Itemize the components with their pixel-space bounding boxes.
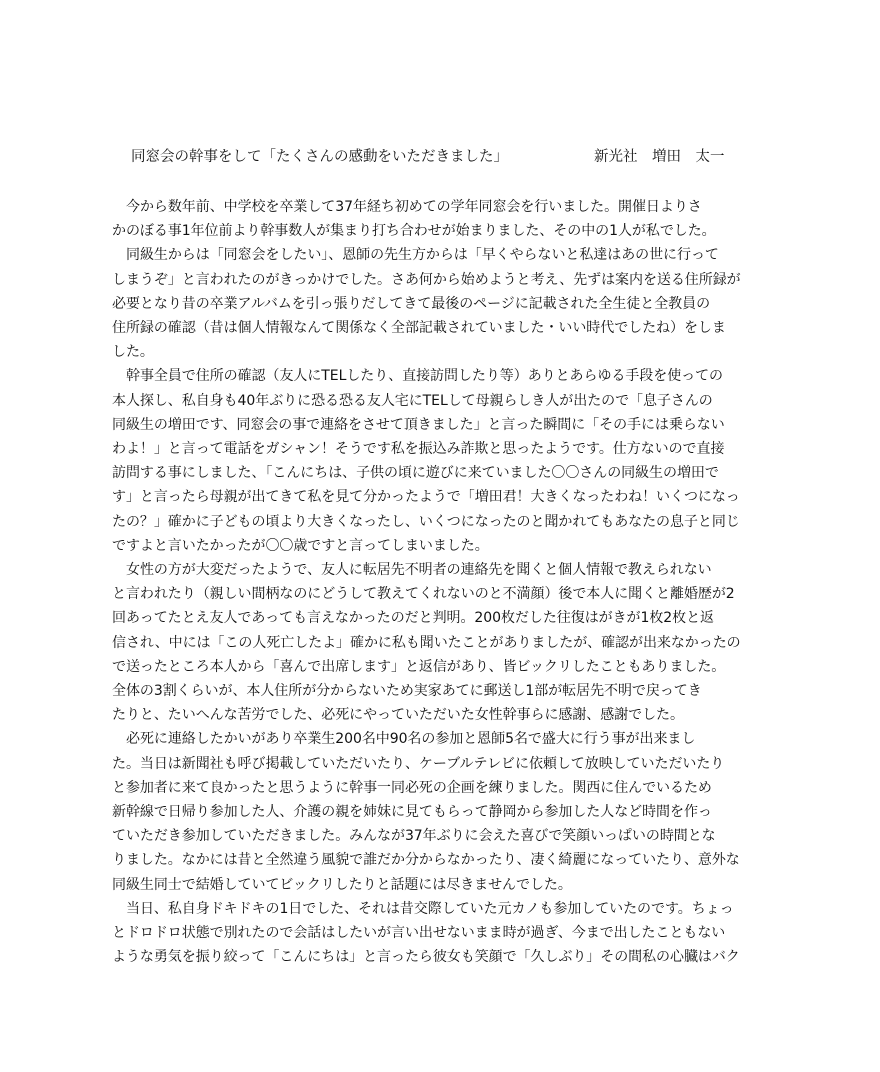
text-line: 新幹線で日帰り参加した人、介護の親を姉妹に見てもらって静岡から参加した人など時間を作っ	[112, 804, 712, 821]
text-line: た。当日は新聞社も呼び掲載していただいたり、ケーブルテレビに依頼して放映していただいたり	[112, 755, 725, 772]
text-line: 当日、私自身ドキドキの1日でした、それは昔交際していた元カノも参加していたのです。ちょっ	[126, 900, 734, 917]
paragraph	[112, 195, 772, 243]
author-name: 新光社 増田 太一	[594, 149, 725, 165]
text-line: と参加者に来て良かったと思うように幹事一同必死の企画を練りました。関西に住んでいるため	[112, 779, 712, 796]
text-line: りました。なかには昔と全然違う風貌で誰だか分からなかったり、凄く綺麗になっていたり、意外な	[112, 852, 740, 869]
paragraph	[112, 364, 772, 558]
text-line: 信され、中には「この人死亡したよ」確かに私も聞いたことがありましたが、確認が出来なかったの	[112, 634, 741, 651]
paragraph	[112, 558, 772, 679]
paragraph	[112, 243, 772, 364]
text-line: 全体の3割くらいが、本人住所が分からないため実家あてに郵送し1部が転居先不明で戻ってき	[112, 683, 702, 700]
text-line: とドロドロ状態で別れたので会話はしたいが言い出せないまま時が過ぎ、今まで出したこともない	[112, 925, 726, 942]
text-line: ていただき参加していただきました。みんなが37年ぶりに会えた喜びで笑顔いっぱいの時間とな	[112, 828, 716, 845]
text-line: 必死に連絡したかいがあり卒業生200名中90名の参加と恩師5名で盛大に行う事が出来まし	[126, 731, 696, 748]
text-line: たの？」確かに子どもの頃より大きくなったし、いくつになったのと聞かれてもあなたの息子と同じ	[112, 513, 740, 530]
essay-body	[112, 195, 772, 970]
paragraph	[112, 897, 772, 970]
text-line: 同級生からは「同窓会をしたい」、恩師の先生方からは「早くやらないと私達はあの世に行って	[126, 247, 719, 264]
paragraph	[112, 679, 772, 727]
essay-title: 同窓会の幹事をして「たくさんの感動をいただきました」	[131, 149, 508, 165]
text-line: ような勇気を振り絞って「こんにちは」と言ったら彼女も笑顔で「久しぶり」その間私の心臓はバク	[112, 949, 740, 966]
text-line: 同級生同士で結婚していてビックリしたりと話題には尽きませんでした。	[112, 876, 572, 893]
paragraph	[112, 727, 772, 896]
document-header	[131, 146, 771, 168]
text-line: たりと、たいへんな苦労でした、必死にやっていただいた女性幹事らに感謝、感謝でした。	[112, 707, 684, 724]
text-line: かのぼる事1年位前より幹事数人が集まり打ち合わせが始まりました、その中の1人が私でした。	[112, 223, 716, 240]
text-line: 必要となり昔の卒業アルバムを引っ張りだしてきて最後のページに記載された全生徒と全教員の	[112, 295, 711, 312]
text-line: 訪問する事にしました、「こんにちは、子供の頃に遊びに来ていました〇〇さんの同級生の増田で	[112, 465, 719, 482]
text-line: と言われたり（親しい間柄なのにどうして教えてくれないのと不満顔）後で本人に聞くと離婚歴が2	[112, 586, 735, 603]
text-line: で送ったところ本人から「喜んで出席します」と返信があり、皆ビックリしたこともありました。	[112, 658, 726, 675]
text-line: 幹事全員で住所の確認（友人にTELしたり、直接訪問したり等）ありとあらゆる手段を使っての	[126, 368, 723, 385]
text-line: した。	[112, 344, 154, 361]
text-line: 女性の方が大変だったようで、友人に転居先不明者の連絡先を聞くと個人情報で教えられない	[126, 562, 712, 579]
text-line: 住所録の確認（昔は個人情報なんて関係なく全部記載されていました・いい時代でしたね）をしま	[112, 320, 726, 337]
text-line: 今から数年前、中学校を卒業して37年経ち初めての学年同窓会を行いました。開催日よりさ	[126, 199, 702, 215]
text-line: わよ！」と言って電話をガシャン！そうです私を振込み詐欺と思ったようです。仕方ないので直接	[112, 441, 725, 458]
text-line: す」と言ったら母親が出てきて私を見て分かったようで「増田君！大きくなったわね！いくつになっ	[112, 489, 740, 506]
text-line: 同級生の増田です、同窓会の事で連絡をさせて頂きました」と言った瞬間に「その手には乗らない	[112, 416, 725, 433]
text-line: しまうぞ」と言われたのがきっかけでした。さあ何から始めようと考え、先ずは案内を送る住所録が	[112, 271, 741, 288]
text-line: 本人探し、私自身も40年ぶりに恐る恐る友人宅にTELして母親らしき人が出たので「息子さんの	[112, 392, 713, 409]
text-line: ですよと言いたかったが〇〇歳ですと言ってしまいました。	[112, 537, 489, 554]
text-line: 回あってたとえ友人であっても言えなかったのだと判明。200枚だした往復はがきが1枚2枚と返	[112, 610, 715, 627]
